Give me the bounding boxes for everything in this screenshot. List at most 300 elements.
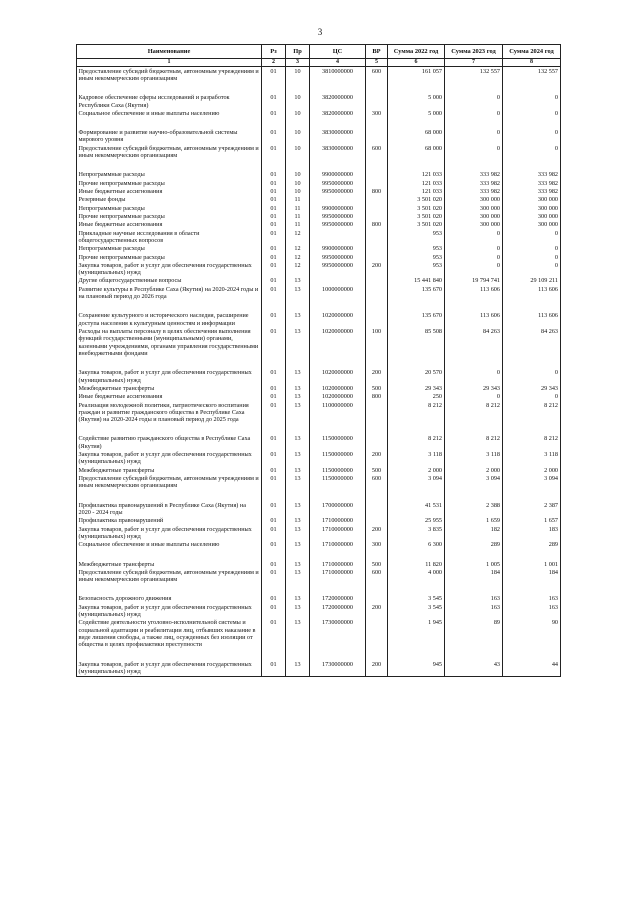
row-rz-cell: 01 [262, 435, 286, 451]
row-sum-2022-cell: 3 118 [388, 451, 445, 467]
row-name-cell [77, 358, 262, 369]
row-sum-2022-cell: 1 945 [388, 619, 445, 649]
row-cs-cell: 9900000000 [310, 245, 366, 253]
index-cell: 1 [77, 59, 262, 67]
row-name-cell: Закупка товаров, работ и услуг для обеспечения государственных (муниципальных) нужд [77, 603, 262, 619]
row-pr-cell: 12 [286, 261, 310, 277]
row-name-cell: Прикладные научные исследования в области общегосударственных вопросов [77, 229, 262, 245]
row-cs-cell: 9950000000 [310, 212, 366, 220]
row-vr-cell: 600 [366, 67, 388, 83]
row-rz-cell [262, 584, 286, 595]
row-rz-cell [262, 301, 286, 312]
row-vr-cell: 300 [366, 541, 388, 549]
row-pr-cell: 11 [286, 204, 310, 212]
row-sum-2023-cell [445, 301, 503, 312]
row-sum-2023-cell [445, 549, 503, 560]
row-rz-cell: 01 [262, 660, 286, 676]
row-cs-cell: 9900000000 [310, 204, 366, 212]
row-name-cell [77, 160, 262, 171]
table-row [77, 393, 561, 401]
index-cell: 5 [366, 59, 388, 67]
table-row [77, 229, 561, 245]
row-vr-cell: 800 [366, 221, 388, 229]
row-cs-cell: 1020000000 [310, 312, 366, 328]
row-sum-2023-cell: 19 794 741 [445, 277, 503, 285]
row-sum-2023-cell [445, 358, 503, 369]
row-sum-2023-cell: 333 982 [445, 188, 503, 196]
row-rz-cell [262, 649, 286, 660]
row-name-cell: Межбюджетные трансферты [77, 466, 262, 474]
row-name-cell: Закупка товаров, работ и услуг для обеспечения государственных (муниципальных) нужд [77, 261, 262, 277]
row-sum-2024-cell: 1 001 [503, 560, 561, 568]
row-vr-cell [366, 517, 388, 525]
row-name-cell [77, 549, 262, 560]
table-row [77, 212, 561, 220]
table-row [77, 490, 561, 501]
row-vr-cell [366, 358, 388, 369]
row-pr-cell [286, 649, 310, 660]
row-rz-cell [262, 424, 286, 435]
row-sum-2023-cell: 300 000 [445, 204, 503, 212]
row-sum-2022-cell: 3 501 020 [388, 221, 445, 229]
row-sum-2024-cell: 1 657 [503, 517, 561, 525]
row-rz-cell: 01 [262, 129, 286, 145]
row-vr-cell: 100 [366, 328, 388, 358]
table-row [77, 369, 561, 385]
row-sum-2023-cell: 2 000 [445, 466, 503, 474]
row-sum-2022-cell: 8 212 [388, 401, 445, 424]
row-pr-cell [286, 83, 310, 94]
row-rz-cell: 01 [262, 196, 286, 204]
row-pr-cell: 11 [286, 221, 310, 229]
row-name-cell [77, 490, 262, 501]
row-pr-cell: 12 [286, 245, 310, 253]
row-sum-2022-cell: 4 000 [388, 568, 445, 584]
row-cs-cell: 1710000000 [310, 525, 366, 541]
row-sum-2024-cell [503, 490, 561, 501]
table-row [77, 568, 561, 584]
row-sum-2023-cell: 2 388 [445, 501, 503, 517]
row-pr-cell [286, 584, 310, 595]
row-cs-cell [310, 196, 366, 204]
row-rz-cell: 01 [262, 179, 286, 187]
row-name-cell: Сохранение культурного и исторического наследия, расширение доступа населения к культурным ценностям и информации [77, 312, 262, 328]
row-rz-cell [262, 118, 286, 129]
row-pr-cell: 13 [286, 595, 310, 603]
row-cs-cell: 1730000000 [310, 619, 366, 649]
row-name-cell: Непрограммные расходы [77, 171, 262, 179]
row-vr-cell: 800 [366, 188, 388, 196]
row-sum-2023-cell: 113 606 [445, 285, 503, 301]
row-name-cell: Содействие деятельности уголовно-исполнительной системы и социальной адаптации и реабилитации лиц, отбывших наказание в виде лишения свободы, а также лиц, осужденных без изоляции от общества в целях профилактики преступности [77, 619, 262, 649]
row-name-cell: Закупка товаров, работ и услуг для обеспечения государственных (муниципальных) нужд [77, 525, 262, 541]
row-sum-2022-cell [388, 424, 445, 435]
row-vr-cell: 600 [366, 144, 388, 160]
row-sum-2023-cell: 0 [445, 94, 503, 110]
table-row [77, 188, 561, 196]
row-sum-2022-cell: 3 545 [388, 603, 445, 619]
row-cs-cell: 1710000000 [310, 541, 366, 549]
row-sum-2024-cell: 0 [503, 144, 561, 160]
row-name-cell: Закупка товаров, работ и услуг для обеспечения государственных (муниципальных) нужд [77, 451, 262, 467]
table-row [77, 466, 561, 474]
row-pr-cell: 13 [286, 401, 310, 424]
page-number: 3 [317, 27, 323, 37]
row-cs-cell [310, 118, 366, 129]
row-sum-2023-cell: 43 [445, 660, 503, 676]
row-rz-cell: 01 [262, 568, 286, 584]
row-sum-2024-cell: 44 [503, 660, 561, 676]
header-vr: ВР [366, 45, 388, 59]
row-sum-2023-cell: 333 982 [445, 171, 503, 179]
table-row [77, 67, 561, 83]
row-vr-cell: 600 [366, 475, 388, 491]
row-rz-cell: 01 [262, 204, 286, 212]
row-cs-cell: 1020000000 [310, 393, 366, 401]
row-sum-2023-cell [445, 83, 503, 94]
row-vr-cell: 500 [366, 560, 388, 568]
row-cs-cell: 1000000000 [310, 285, 366, 301]
table-body [77, 67, 561, 677]
row-rz-cell [262, 160, 286, 171]
row-vr-cell [366, 229, 388, 245]
row-sum-2023-cell: 29 343 [445, 384, 503, 392]
row-sum-2024-cell [503, 358, 561, 369]
row-sum-2023-cell: 0 [445, 245, 503, 253]
row-rz-cell [262, 549, 286, 560]
row-sum-2024-cell [503, 584, 561, 595]
row-sum-2022-cell: 41 531 [388, 501, 445, 517]
table-row [77, 501, 561, 517]
row-rz-cell: 01 [262, 328, 286, 358]
row-vr-cell [366, 549, 388, 560]
row-name-cell: Резервные фонды [77, 196, 262, 204]
row-cs-cell: 9950000000 [310, 261, 366, 277]
table-row [77, 109, 561, 117]
row-sum-2024-cell [503, 301, 561, 312]
row-cs-cell [310, 649, 366, 660]
row-sum-2023-cell: 113 606 [445, 312, 503, 328]
row-cs-cell: 3830000000 [310, 129, 366, 145]
row-cs-cell: 9950000000 [310, 221, 366, 229]
row-name-cell: Предоставление субсидий бюджетным, автономным учреждениям и иным некоммерческим организациям [77, 568, 262, 584]
row-sum-2022-cell: 2 000 [388, 466, 445, 474]
table-row [77, 301, 561, 312]
row-name-cell: Развитие культуры в Республике Саха (Якутия) на 2020-2024 годы и на плановый период до 2026 года [77, 285, 262, 301]
row-sum-2022-cell: 5 000 [388, 94, 445, 110]
row-sum-2022-cell: 953 [388, 229, 445, 245]
row-pr-cell: 10 [286, 144, 310, 160]
row-rz-cell: 01 [262, 312, 286, 328]
row-pr-cell: 10 [286, 129, 310, 145]
row-cs-cell: 3820000000 [310, 109, 366, 117]
row-name-cell: Межбюджетные трансферты [77, 384, 262, 392]
row-cs-cell: 1020000000 [310, 369, 366, 385]
row-rz-cell: 01 [262, 525, 286, 541]
row-vr-cell [366, 83, 388, 94]
row-vr-cell: 600 [366, 568, 388, 584]
row-sum-2024-cell: 289 [503, 541, 561, 549]
row-sum-2022-cell: 135 670 [388, 312, 445, 328]
row-pr-cell: 13 [286, 466, 310, 474]
row-sum-2022-cell: 6 300 [388, 541, 445, 549]
row-name-cell: Социальное обеспечение и иные выплаты населению [77, 541, 262, 549]
row-sum-2023-cell [445, 424, 503, 435]
row-pr-cell: 13 [286, 525, 310, 541]
row-cs-cell: 9950000000 [310, 188, 366, 196]
row-sum-2022-cell: 3 094 [388, 475, 445, 491]
row-sum-2022-cell [388, 160, 445, 171]
row-rz-cell: 01 [262, 212, 286, 220]
row-sum-2024-cell: 300 000 [503, 196, 561, 204]
budget-table [76, 44, 561, 677]
row-pr-cell: 13 [286, 451, 310, 467]
row-name-cell: Иные бюджетные ассигнования [77, 393, 262, 401]
row-rz-cell: 01 [262, 277, 286, 285]
row-pr-cell: 10 [286, 94, 310, 110]
row-pr-cell: 13 [286, 285, 310, 301]
row-sum-2023-cell: 300 000 [445, 212, 503, 220]
row-rz-cell: 01 [262, 517, 286, 525]
row-pr-cell: 13 [286, 393, 310, 401]
row-vr-cell: 200 [366, 451, 388, 467]
row-sum-2022-cell: 945 [388, 660, 445, 676]
row-sum-2024-cell: 163 [503, 603, 561, 619]
row-rz-cell: 01 [262, 144, 286, 160]
row-vr-cell: 500 [366, 466, 388, 474]
row-sum-2023-cell: 3 118 [445, 451, 503, 467]
row-sum-2024-cell: 184 [503, 568, 561, 584]
row-sum-2024-cell: 333 982 [503, 179, 561, 187]
row-pr-cell [286, 301, 310, 312]
row-sum-2024-cell: 84 263 [503, 328, 561, 358]
row-pr-cell: 10 [286, 67, 310, 83]
row-pr-cell: 13 [286, 384, 310, 392]
row-rz-cell: 01 [262, 619, 286, 649]
row-vr-cell [366, 595, 388, 603]
row-pr-cell: 13 [286, 568, 310, 584]
row-pr-cell: 12 [286, 229, 310, 245]
row-rz-cell: 01 [262, 501, 286, 517]
row-vr-cell [366, 501, 388, 517]
row-sum-2024-cell: 0 [503, 253, 561, 261]
row-sum-2023-cell: 300 000 [445, 221, 503, 229]
row-sum-2022-cell: 161 057 [388, 67, 445, 83]
table-row [77, 277, 561, 285]
row-sum-2023-cell: 0 [445, 109, 503, 117]
row-sum-2023-cell: 0 [445, 129, 503, 145]
row-cs-cell: 3810000000 [310, 67, 366, 83]
row-name-cell: Формирование и развитие научно-образовательной системы мирового уровня [77, 129, 262, 145]
row-sum-2023-cell [445, 649, 503, 660]
row-name-cell: Безопасность дорожного движения [77, 595, 262, 603]
row-sum-2024-cell: 0 [503, 393, 561, 401]
row-vr-cell [366, 619, 388, 649]
row-vr-cell: 200 [366, 261, 388, 277]
row-sum-2022-cell [388, 549, 445, 560]
row-sum-2024-cell: 333 982 [503, 171, 561, 179]
row-sum-2024-cell: 0 [503, 129, 561, 145]
row-pr-cell: 13 [286, 603, 310, 619]
row-vr-cell: 200 [366, 369, 388, 385]
row-cs-cell: 1710000000 [310, 568, 366, 584]
row-pr-cell [286, 160, 310, 171]
row-sum-2022-cell [388, 490, 445, 501]
row-name-cell: Прочие непрограммные расходы [77, 253, 262, 261]
row-name-cell: Предоставление субсидий бюджетным, автономным учреждениям и иным некоммерческим организациям [77, 475, 262, 491]
row-rz-cell: 01 [262, 393, 286, 401]
row-pr-cell: 13 [286, 475, 310, 491]
row-pr-cell: 13 [286, 517, 310, 525]
row-sum-2022-cell: 5 000 [388, 109, 445, 117]
row-name-cell: Закупка товаров, работ и услуг для обеспечения государственных (муниципальных) нужд [77, 369, 262, 385]
row-pr-cell: 13 [286, 541, 310, 549]
row-rz-cell: 01 [262, 595, 286, 603]
row-sum-2024-cell: 8 212 [503, 435, 561, 451]
row-rz-cell: 01 [262, 67, 286, 83]
row-rz-cell: 01 [262, 541, 286, 549]
row-sum-2022-cell: 135 670 [388, 285, 445, 301]
row-sum-2023-cell: 182 [445, 525, 503, 541]
row-pr-cell: 13 [286, 328, 310, 358]
row-cs-cell [310, 584, 366, 595]
row-sum-2023-cell: 0 [445, 253, 503, 261]
row-rz-cell [262, 83, 286, 94]
table-row [77, 171, 561, 179]
row-vr-cell: 200 [366, 660, 388, 676]
row-sum-2024-cell: 0 [503, 229, 561, 245]
row-sum-2022-cell [388, 649, 445, 660]
row-sum-2023-cell: 0 [445, 144, 503, 160]
row-vr-cell [366, 490, 388, 501]
row-rz-cell: 01 [262, 603, 286, 619]
row-sum-2022-cell: 121 033 [388, 188, 445, 196]
table-row [77, 584, 561, 595]
row-sum-2024-cell: 113 606 [503, 312, 561, 328]
row-vr-cell: 200 [366, 603, 388, 619]
row-rz-cell: 01 [262, 171, 286, 179]
row-pr-cell [286, 549, 310, 560]
row-sum-2024-cell: 0 [503, 245, 561, 253]
row-sum-2022-cell: 250 [388, 393, 445, 401]
row-sum-2023-cell: 89 [445, 619, 503, 649]
row-vr-cell [366, 212, 388, 220]
row-sum-2022-cell [388, 584, 445, 595]
row-sum-2022-cell: 3 501 020 [388, 196, 445, 204]
row-vr-cell [366, 129, 388, 145]
row-sum-2022-cell: 953 [388, 253, 445, 261]
row-sum-2024-cell [503, 160, 561, 171]
row-sum-2024-cell: 300 000 [503, 204, 561, 212]
row-pr-cell: 13 [286, 560, 310, 568]
row-rz-cell: 01 [262, 285, 286, 301]
table-row [77, 204, 561, 212]
row-sum-2023-cell [445, 584, 503, 595]
row-sum-2024-cell: 3 094 [503, 475, 561, 491]
row-rz-cell: 01 [262, 245, 286, 253]
row-name-cell: Межбюджетные трансферты [77, 560, 262, 568]
row-vr-cell: 200 [366, 525, 388, 541]
row-sum-2022-cell [388, 301, 445, 312]
row-pr-cell: 11 [286, 196, 310, 204]
table-row [77, 595, 561, 603]
row-cs-cell [310, 549, 366, 560]
row-sum-2023-cell: 132 557 [445, 67, 503, 83]
row-sum-2022-cell: 11 820 [388, 560, 445, 568]
row-vr-cell [366, 118, 388, 129]
index-cell: 8 [503, 59, 561, 67]
table-row [77, 475, 561, 491]
row-rz-cell: 01 [262, 94, 286, 110]
row-cs-cell: 1150000000 [310, 451, 366, 467]
table-row [77, 253, 561, 261]
row-cs-cell: 1720000000 [310, 595, 366, 603]
row-cs-cell [310, 160, 366, 171]
row-cs-cell [310, 229, 366, 245]
row-cs-cell: 1150000000 [310, 466, 366, 474]
row-cs-cell: 3830000000 [310, 144, 366, 160]
row-sum-2022-cell: 953 [388, 261, 445, 277]
table-row [77, 649, 561, 660]
header-sum-2022: Сумма 2022 год [388, 45, 445, 59]
row-sum-2023-cell: 0 [445, 393, 503, 401]
row-pr-cell: 13 [286, 312, 310, 328]
row-sum-2023-cell: 8 212 [445, 435, 503, 451]
row-rz-cell: 01 [262, 451, 286, 467]
index-cell: 2 [262, 59, 286, 67]
header-row [77, 45, 561, 59]
table-row [77, 94, 561, 110]
row-vr-cell [366, 179, 388, 187]
row-sum-2024-cell [503, 83, 561, 94]
row-sum-2024-cell: 2 387 [503, 501, 561, 517]
row-cs-cell: 1710000000 [310, 517, 366, 525]
row-sum-2024-cell: 90 [503, 619, 561, 649]
row-name-cell: Непрограммные расходы [77, 245, 262, 253]
row-vr-cell [366, 424, 388, 435]
row-cs-cell: 1020000000 [310, 384, 366, 392]
row-sum-2024-cell: 0 [503, 369, 561, 385]
row-sum-2022-cell [388, 83, 445, 94]
row-cs-cell [310, 424, 366, 435]
row-sum-2023-cell: 84 263 [445, 328, 503, 358]
row-sum-2022-cell: 121 033 [388, 171, 445, 179]
row-rz-cell: 01 [262, 188, 286, 196]
table-row [77, 660, 561, 676]
row-name-cell: Другие общегосударственные вопросы [77, 277, 262, 285]
row-cs-cell: 9950000000 [310, 179, 366, 187]
row-name-cell [77, 83, 262, 94]
row-name-cell: Кадровое обеспечение сферы исследований и разработок Республики Саха (Якутия) [77, 94, 262, 110]
row-pr-cell [286, 490, 310, 501]
row-sum-2024-cell [503, 424, 561, 435]
row-cs-cell [310, 490, 366, 501]
row-sum-2024-cell: 8 212 [503, 401, 561, 424]
row-cs-cell: 1720000000 [310, 603, 366, 619]
row-sum-2024-cell: 132 557 [503, 67, 561, 83]
row-sum-2024-cell: 2 000 [503, 466, 561, 474]
row-vr-cell: 500 [366, 384, 388, 392]
table-row [77, 517, 561, 525]
row-name-cell [77, 118, 262, 129]
row-pr-cell: 12 [286, 253, 310, 261]
row-rz-cell: 01 [262, 229, 286, 245]
row-pr-cell: 13 [286, 660, 310, 676]
row-sum-2023-cell [445, 118, 503, 129]
row-sum-2023-cell: 1 005 [445, 560, 503, 568]
row-vr-cell [366, 312, 388, 328]
row-pr-cell: 11 [286, 212, 310, 220]
